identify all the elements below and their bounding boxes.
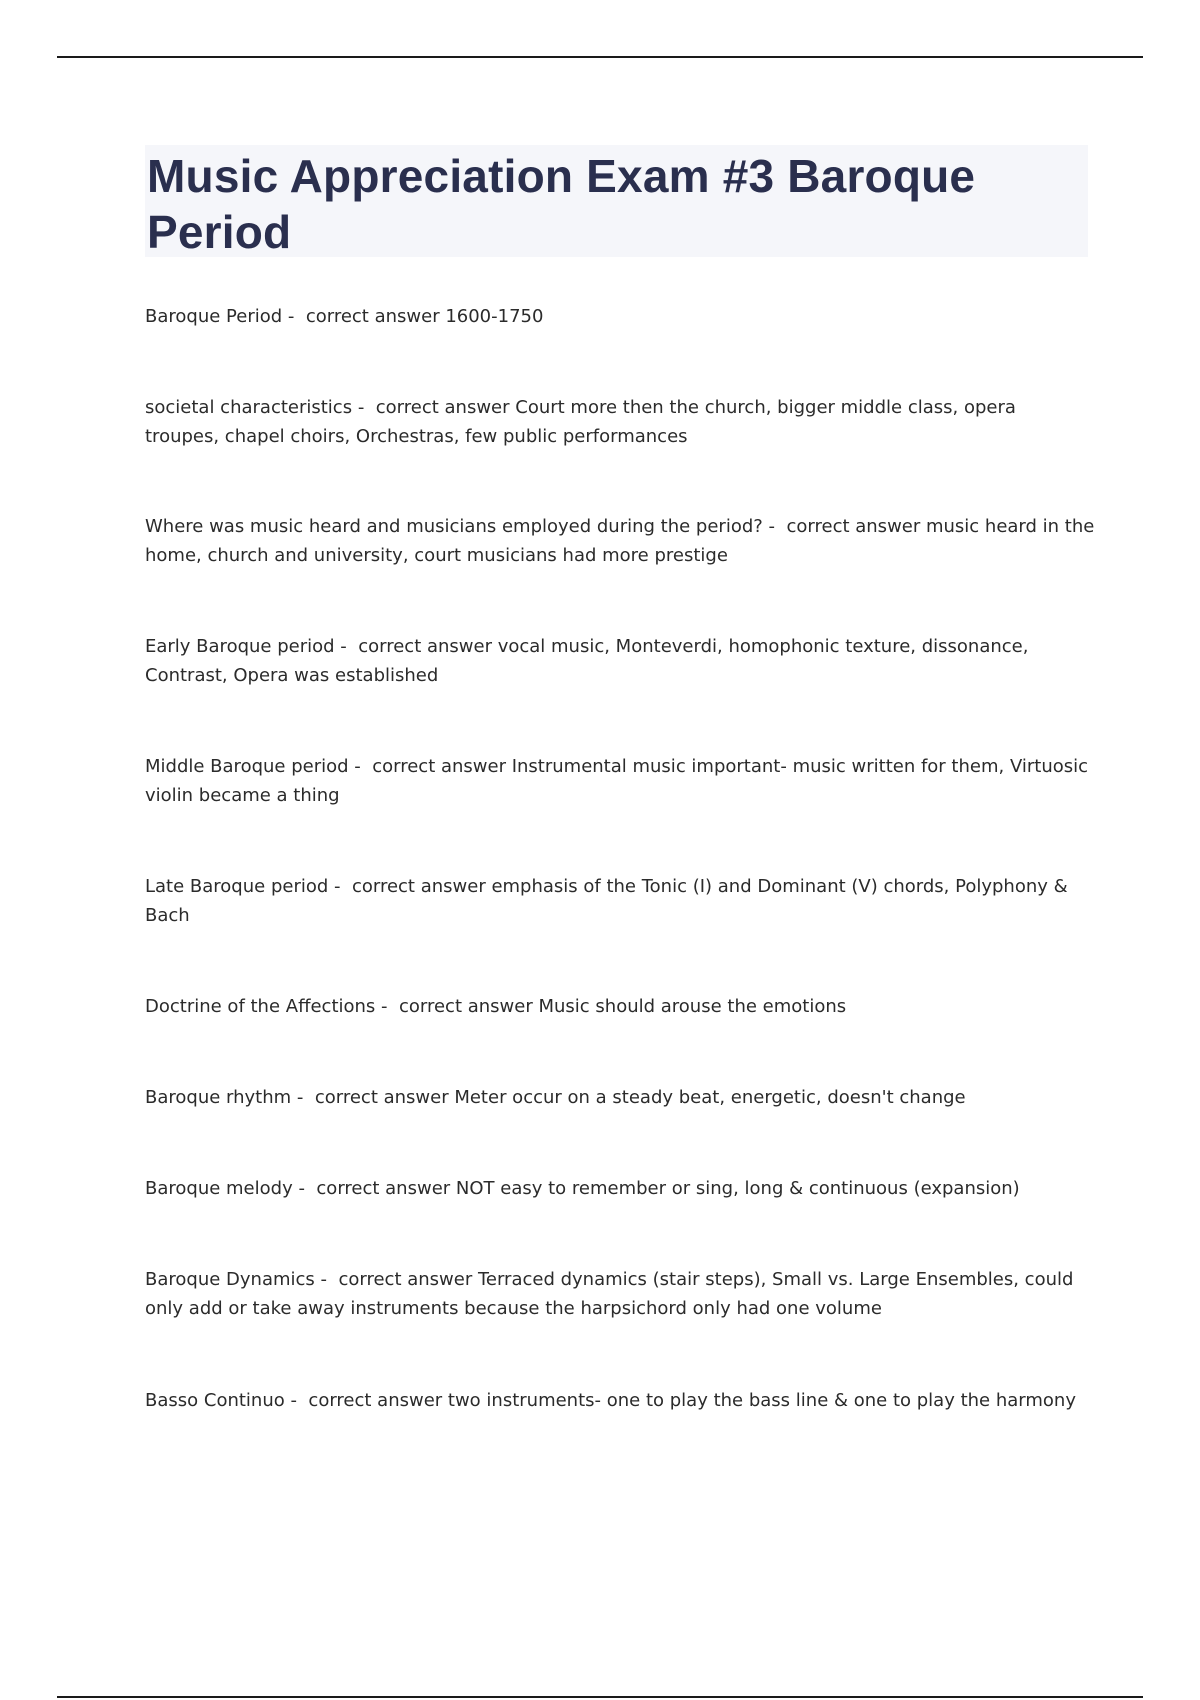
qa-term: Baroque melody (145, 1178, 293, 1199)
qa-answer: Terraced dynamics (stair steps), Small vs. Large Ensembles, could only add or take away instruments because the harpsichord only had one volume (145, 1269, 1074, 1319)
qa-term: Where was music heard and musicians employed during the period? (145, 516, 763, 537)
top-rule (57, 56, 1143, 58)
qa-term: Early Baroque period (145, 636, 335, 657)
qa-answer: music heard in the home, church and university, court musicians had more prestige (145, 516, 1095, 566)
qa-answer: Court more then the church, bigger middle class, opera troupes, chapel choirs, Orchestras, few public performances (145, 397, 1016, 447)
qa-separator: - (328, 876, 352, 897)
qa-item (145, 632, 1095, 690)
qa-answer-prefix: correct answer (308, 1390, 448, 1411)
qa-term: Middle Baroque period (145, 756, 349, 777)
title-box (145, 145, 1088, 257)
qa-answer-prefix: correct answer (338, 1269, 478, 1290)
qa-separator: - (284, 1390, 309, 1411)
qa-item (145, 302, 1095, 331)
qa-term: Baroque rhythm (145, 1087, 292, 1108)
qa-term: Baroque Period (145, 306, 283, 327)
qa-separator: - (348, 756, 373, 777)
qa-answer: Music should arouse the emotions (538, 996, 847, 1017)
qa-separator: - (352, 397, 376, 418)
qa-answer-prefix: correct answer (358, 636, 498, 657)
qa-separator: - (291, 1087, 315, 1108)
qa-item (145, 512, 1095, 570)
qa-answer: NOT easy to remember or sing, long & continuous (expansion) (455, 1178, 1020, 1199)
qa-answer: vocal music, Monteverdi, homophonic texture, dissonance, Contrast, Opera was established (145, 636, 1029, 686)
qa-answer: Instrumental music important- music written for them, Virtuosic violin became a thing (145, 756, 1089, 806)
qa-answer-prefix: correct answer (372, 756, 512, 777)
qa-item (145, 992, 1095, 1021)
qa-term: Late Baroque period (145, 876, 329, 897)
qa-answer: two instruments- one to play the bass line & one to play the harmony (447, 1390, 1076, 1411)
qa-term: societal characteristics (145, 397, 353, 418)
qa-answer-prefix: correct answer (786, 516, 926, 537)
qa-separator: - (334, 636, 359, 657)
qa-separator: - (314, 1269, 339, 1290)
qa-item (145, 752, 1095, 810)
qa-term: Doctrine of the Affections (145, 996, 376, 1017)
qa-item (145, 393, 1095, 451)
qa-answer: 1600-1750 (445, 306, 544, 327)
bottom-rule (57, 1696, 1143, 1698)
qa-answer-prefix: correct answer (316, 1178, 456, 1199)
qa-item (145, 1386, 1095, 1415)
qa-separator: - (375, 996, 399, 1017)
qa-answer-prefix: correct answer (314, 1087, 455, 1108)
page-title: Music Appreciation Exam #3 Baroque Period (147, 150, 976, 258)
qa-answer-prefix: correct answer (375, 397, 516, 418)
qa-term: Baroque Dynamics (145, 1269, 315, 1290)
qa-term: Basso Continuo (145, 1390, 285, 1411)
qa-separator: - (762, 516, 787, 537)
qa-answer-prefix: correct answer (398, 996, 539, 1017)
qa-answer: emphasis of the Tonic (I) and Dominant (V) chords, Polyphony & Bach (145, 876, 1068, 926)
qa-answer: Meter occur on a steady beat, energetic, doesn't change (454, 1087, 966, 1108)
qa-answer-prefix: correct answer (305, 306, 446, 327)
qa-answer-prefix: correct answer (351, 876, 492, 897)
qa-item (145, 1083, 1095, 1112)
qa-item (145, 1265, 1095, 1323)
qa-separator: - (282, 306, 306, 327)
qa-item (145, 872, 1095, 930)
qa-separator: - (292, 1178, 317, 1199)
qa-item (145, 1174, 1095, 1203)
